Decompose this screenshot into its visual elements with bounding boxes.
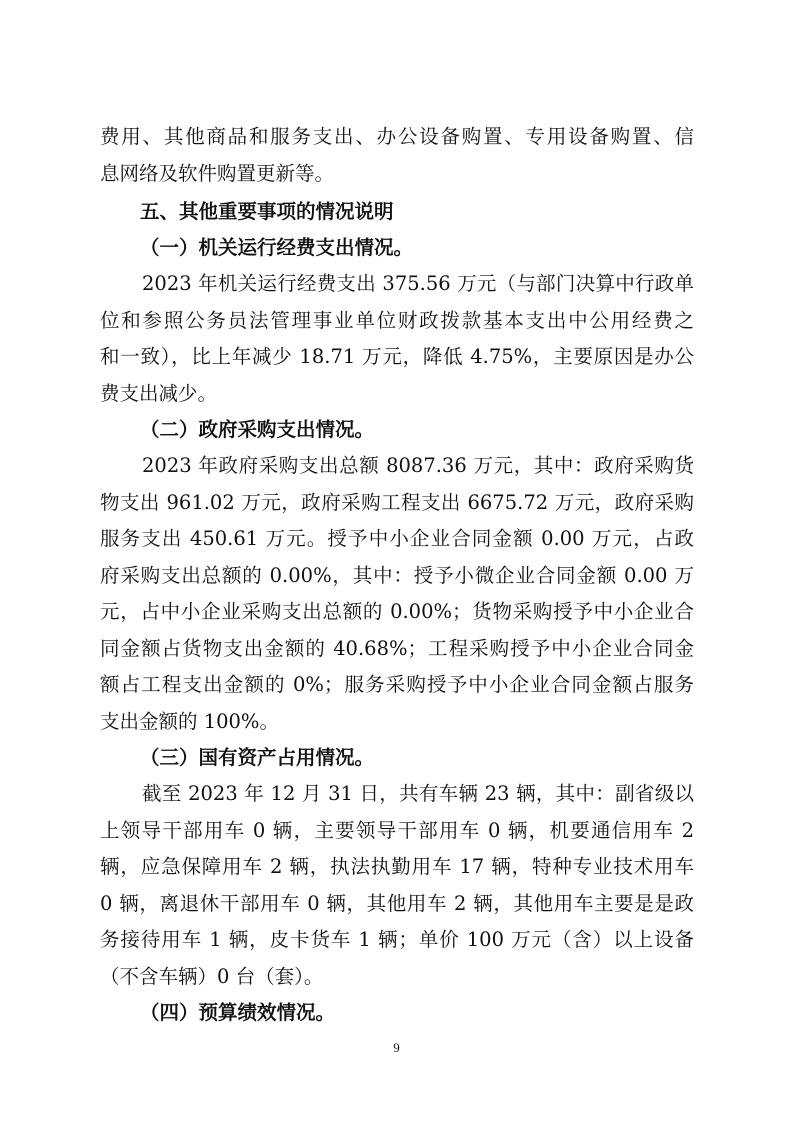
paragraph-line: 支出金额的 100%。: [100, 710, 279, 733]
paragraph-line: 费用、其他商品和服务支出、办公设备购置、专用设备购置、信: [100, 125, 694, 148]
paragraph-line: 务接待用车 1 辆，皮卡货车 1 辆；单价 100 万元（含）以上设备: [100, 928, 694, 951]
paragraph-line: 辆，应急保障用车 2 辆，执法执勤用车 17 辆，特种专业技术用车: [100, 855, 694, 878]
paragraph-line: （不含车辆）0 台（套）。: [100, 965, 324, 988]
paragraph-line: 位和参照公务员法管理事业单位财政拨款基本支出中公用经费之: [100, 309, 694, 332]
paragraph-line: 2023 年机关运行经费支出 375.56 万元（与部门决算中行政单: [142, 272, 694, 295]
paragraph-line: 服务支出 450.61 万元。授予中小企业合同金额 0.00 万元，占政: [100, 527, 694, 550]
paragraph-line: 费支出减少。: [100, 382, 218, 405]
paragraph-line: 截至 2023 年 12 月 31 日，共有车辆 23 辆，其中：副省级以: [142, 782, 694, 805]
page-number: 9: [393, 1040, 400, 1055]
subsection-heading-4: （四）预算绩效情况。: [140, 1001, 336, 1024]
paragraph-line: 府采购支出总额的 0.00%，其中：授予小微企业合同金额 0.00 万: [100, 564, 694, 587]
paragraph-line: 元，占中小企业采购支出总额的 0.00%；货物采购授予中小企业合: [100, 600, 694, 623]
paragraph-line: 上领导干部用车 0 辆，主要领导干部用车 0 辆，机要通信用车 2: [100, 819, 694, 842]
paragraph-line: 额占工程支出金额的 0%；服务采购授予中小企业合同金额占服务: [100, 673, 694, 696]
section-heading-5: 五、其他重要事项的情况说明: [140, 200, 394, 223]
paragraph-line: 和一致），比上年减少 18.71 万元，降低 4.75%，主要原因是办公: [100, 345, 694, 368]
paragraph-line: 2023 年政府采购支出总额 8087.36 万元，其中：政府采购货: [142, 454, 694, 477]
paragraph-line: 同金额占货物支出金额的 40.68%；工程采购授予中小企业合同金: [100, 637, 694, 660]
paragraph-line: 息网络及软件购置更新等。: [100, 162, 335, 185]
subsection-heading-2: （二）政府采购支出情况。: [140, 418, 375, 441]
paragraph-line: 0 辆，离退休干部用车 0 辆，其他用车 2 辆，其他用车主要是是政: [100, 892, 694, 915]
paragraph-line: 物支出 961.02 万元，政府采购工程支出 6675.72 万元，政府采购: [100, 491, 694, 514]
subsection-heading-1: （一）机关运行经费支出情况。: [140, 236, 414, 259]
subsection-heading-3: （三）国有资产占用情况。: [140, 746, 375, 769]
